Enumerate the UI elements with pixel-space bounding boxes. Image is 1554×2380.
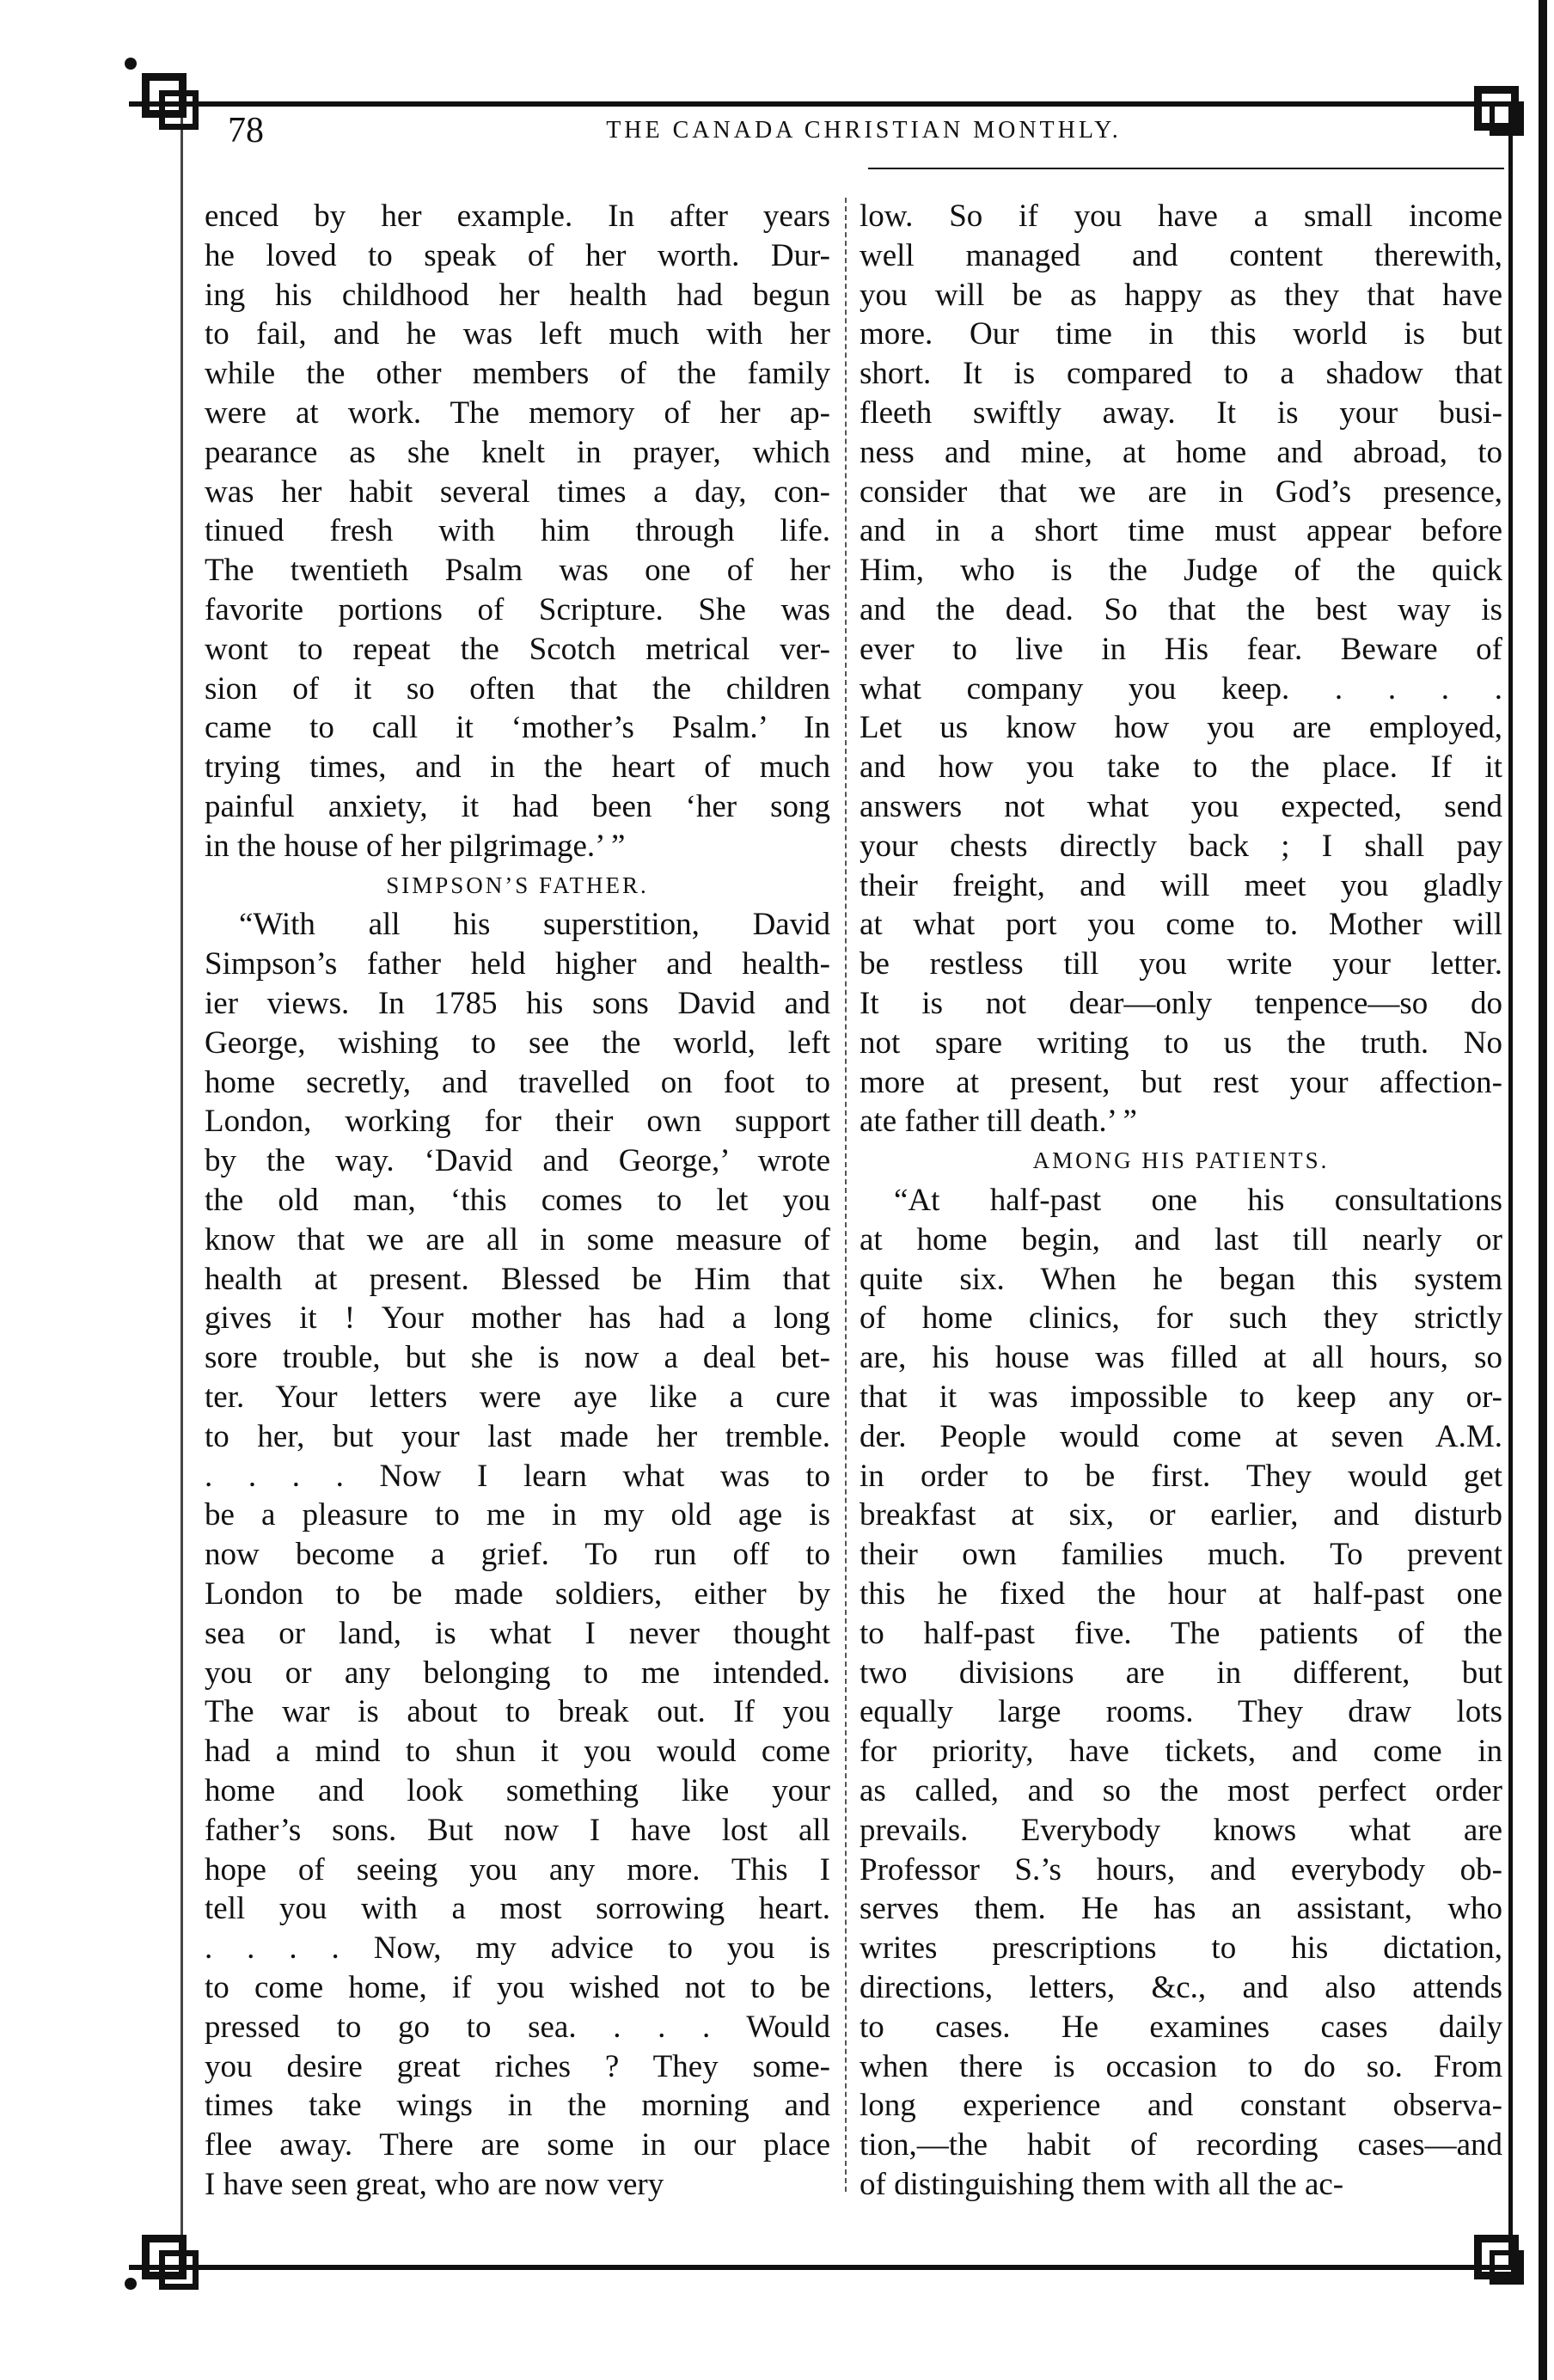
text-line: enced by her example. In after years xyxy=(205,199,830,234)
text-line: fleeth swiftly away. It is your busi- xyxy=(860,395,1502,431)
text-line: by the way. ‘David and George,’ wrote xyxy=(205,1143,830,1179)
corner-ornament-top-left xyxy=(142,73,202,133)
text-line: more. Our time in this world is but xyxy=(860,316,1502,352)
text-line: to cases. He examines cases daily xyxy=(860,2009,1502,2045)
text-line: Simpson’s father held higher and health- xyxy=(205,946,830,982)
text-line: answers not what you expected, send xyxy=(860,789,1502,824)
text-line: as called, and so the most perfect order xyxy=(860,1773,1502,1808)
right-rule xyxy=(1508,101,1513,2267)
text-line: tell you with a most sorrowing heart. xyxy=(205,1891,830,1927)
section-heading: SIMPSON’S FATHER. xyxy=(386,872,649,898)
text-line: breakfast at six, or earlier, and disturb xyxy=(860,1497,1502,1533)
left-column xyxy=(205,193,830,2205)
text-line: ever to live in His fear. Beware of xyxy=(860,631,1502,667)
text-line: serves them. He has an assistant, who xyxy=(860,1891,1502,1927)
text-line: wont to repeat the Scotch metrical ver- xyxy=(205,631,830,667)
text-line: consider that we are in God’s presence, xyxy=(860,474,1502,510)
text-line: sore trouble, but she is now a deal bet- xyxy=(205,1340,830,1376)
text-line: The war is about to break out. If you xyxy=(205,1694,830,1730)
text-line: pearance as she knelt in prayer, which xyxy=(205,434,830,470)
text-line: be restless till you write your letter. xyxy=(860,946,1502,982)
text-line: be a pleasure to me in my old age is xyxy=(205,1497,830,1533)
text-line: know that we are all in some measure of xyxy=(205,1221,830,1257)
text-line: in the house of her pilgrimage.’ ” xyxy=(205,828,626,864)
page-number: 78 xyxy=(228,111,264,150)
text-line: and how you take to the place. If it xyxy=(860,749,1502,786)
text-line: flee away. There are some in our place xyxy=(205,2127,830,2163)
text-line: der. People would come at seven A.M. xyxy=(860,1418,1502,1454)
text-line: times take wings in the morning and xyxy=(205,2088,830,2124)
text-line: home secretly, and travelled on foot to xyxy=(205,1064,830,1100)
text-line: ate father till death.’ ” xyxy=(860,1104,1137,1140)
text-line: had a mind to shun it you would come xyxy=(205,1734,830,1770)
text-line: “At half-past one his consultations xyxy=(894,1183,1502,1218)
text-line: at home begin, and last till nearly or xyxy=(860,1221,1502,1257)
column-divider xyxy=(845,198,847,2192)
text-line: at what port you come to. Mother will xyxy=(860,907,1502,943)
text-line: writes prescriptions to his dictation, xyxy=(860,1930,1502,1967)
text-line: ter. Your letters were aye like a cure xyxy=(205,1380,830,1415)
text-line: “With all his superstition, David xyxy=(239,907,830,943)
text-line: gives it ! Your mother has had a long xyxy=(205,1300,830,1337)
corner-ornament-bottom-right xyxy=(1474,2235,1534,2295)
text-line: while the other members of the family xyxy=(205,356,830,392)
text-line: prevails. Everybody knows what are xyxy=(860,1812,1502,1848)
section-heading: AMONG HIS PATIENTS. xyxy=(1032,1147,1330,1174)
text-line: you or any belonging to me intended. xyxy=(205,1655,830,1691)
text-line: are, his house was filled at all hours, so xyxy=(860,1340,1502,1376)
text-line: two divisions are in different, but xyxy=(860,1655,1502,1691)
text-line: directions, letters, &c., and also attends xyxy=(860,1970,1502,2005)
text-line: of home clinics, for such they strictly xyxy=(860,1300,1502,1337)
text-line: health at present. Blessed be Him that xyxy=(205,1261,830,1297)
text-line: quite six. When he began this system xyxy=(860,1261,1502,1297)
text-line: low. So if you have a small income xyxy=(860,199,1502,234)
text-line: London to be made soldiers, either by xyxy=(205,1576,830,1612)
text-line: their freight, and will meet you gladly xyxy=(860,867,1502,903)
text-line: to half-past five. The patients of the xyxy=(860,1615,1502,1651)
text-line: trying times, and in the heart of much xyxy=(205,749,830,786)
text-line: Let us know how you are employed, xyxy=(860,710,1502,746)
text-line: short. It is compared to a shadow that xyxy=(860,356,1502,392)
text-line: to her, but your last made her tremble. xyxy=(205,1418,830,1454)
text-line: . . . . Now I learn what was to xyxy=(205,1458,830,1494)
right-column xyxy=(860,193,1502,2205)
text-line: ing his childhood her health had begun xyxy=(205,277,830,313)
text-line: he loved to speak of her worth. Dur- xyxy=(205,237,830,273)
text-line: to come home, if you wished not to be xyxy=(205,1970,830,2005)
text-line: tinued fresh with him through life. xyxy=(205,513,830,549)
text-line: now become a grief. To run off to xyxy=(205,1537,830,1573)
corner-ornament-bottom-left xyxy=(142,2235,202,2295)
text-line: what company you keep. . . . . xyxy=(860,670,1502,707)
text-line: sion of it so often that the children xyxy=(205,670,830,707)
text-line: ier views. In 1785 his sons David and xyxy=(205,986,830,1021)
edge-rule xyxy=(1539,0,1547,2380)
text-line: you desire great riches ? They some- xyxy=(205,2048,830,2084)
top-rule xyxy=(129,101,1521,107)
text-line: . . . . Now, my advice to you is xyxy=(205,1930,830,1967)
text-line: for priority, have tickets, and come in xyxy=(860,1734,1502,1770)
text-line: tion,—the habit of recording cases—and xyxy=(860,2127,1502,2163)
text-line: equally large rooms. They draw lots xyxy=(860,1694,1502,1730)
text-line: favorite portions of Scripture. She was xyxy=(205,592,830,627)
text-line: the old man, ‘this comes to let you xyxy=(205,1183,830,1218)
text-line: your chests directly back ; I shall pay xyxy=(860,828,1502,864)
text-line: was her habit several times a day, con- xyxy=(205,474,830,510)
text-line: more at present, but rest your affection- xyxy=(860,1064,1502,1100)
text-line: It is not dear—only tenpence—so do xyxy=(860,986,1502,1021)
left-rule xyxy=(180,112,183,2261)
text-line: when there is occasion to do so. From xyxy=(860,2048,1502,2084)
text-line: ness and mine, at home and abroad, to xyxy=(860,434,1502,470)
text-line: painful anxiety, it had been ‘her song xyxy=(205,789,830,824)
text-line: this he fixed the hour at half-past one xyxy=(860,1576,1502,1612)
text-line: I have seen great, who are now very xyxy=(205,2167,664,2202)
text-line: that it was impossible to keep any or- xyxy=(860,1380,1502,1415)
text-line: Professor S.’s hours, and everybody ob- xyxy=(860,1851,1502,1887)
text-line: their own families much. To prevent xyxy=(860,1537,1502,1573)
text-line: in order to be first. They would get xyxy=(860,1458,1502,1494)
text-line: The twentieth Psalm was one of her xyxy=(205,553,830,589)
text-line: George, wishing to see the world, left xyxy=(205,1025,830,1061)
text-line: were at work. The memory of her ap- xyxy=(205,395,830,431)
text-line: of distinguishing them with all the ac- xyxy=(860,2167,1344,2202)
text-line: pressed to go to sea. . . . Would xyxy=(205,2009,830,2045)
text-line: and the dead. So that the best way is xyxy=(860,592,1502,627)
text-line: to fail, and he was left much with her xyxy=(205,316,830,352)
text-line: home and look something like your xyxy=(205,1773,830,1808)
text-line: father’s sons. But now I have lost all xyxy=(205,1812,830,1848)
text-line: London, working for their own support xyxy=(205,1104,830,1140)
bottom-rule xyxy=(129,2265,1521,2270)
text-line: not spare writing to us the truth. No xyxy=(860,1025,1502,1061)
text-line: and in a short time must appear before xyxy=(860,513,1502,549)
text-line: came to call it ‘mother’s Psalm.’ In xyxy=(205,710,830,746)
text-line: hope of seeing you any more. This I xyxy=(205,1851,830,1887)
text-line: Him, who is the Judge of the quick xyxy=(860,553,1502,589)
journal-title: THE CANADA CHRISTIAN MONTHLY. xyxy=(606,117,1122,144)
text-line: well managed and content therewith, xyxy=(860,237,1502,273)
top-rule-thin xyxy=(868,168,1504,169)
text-line: you will be as happy as they that have xyxy=(860,277,1502,313)
text-line: long experience and constant observa- xyxy=(860,2088,1502,2124)
text-line: sea or land, is what I never thought xyxy=(205,1615,830,1651)
running-head xyxy=(228,110,1500,162)
